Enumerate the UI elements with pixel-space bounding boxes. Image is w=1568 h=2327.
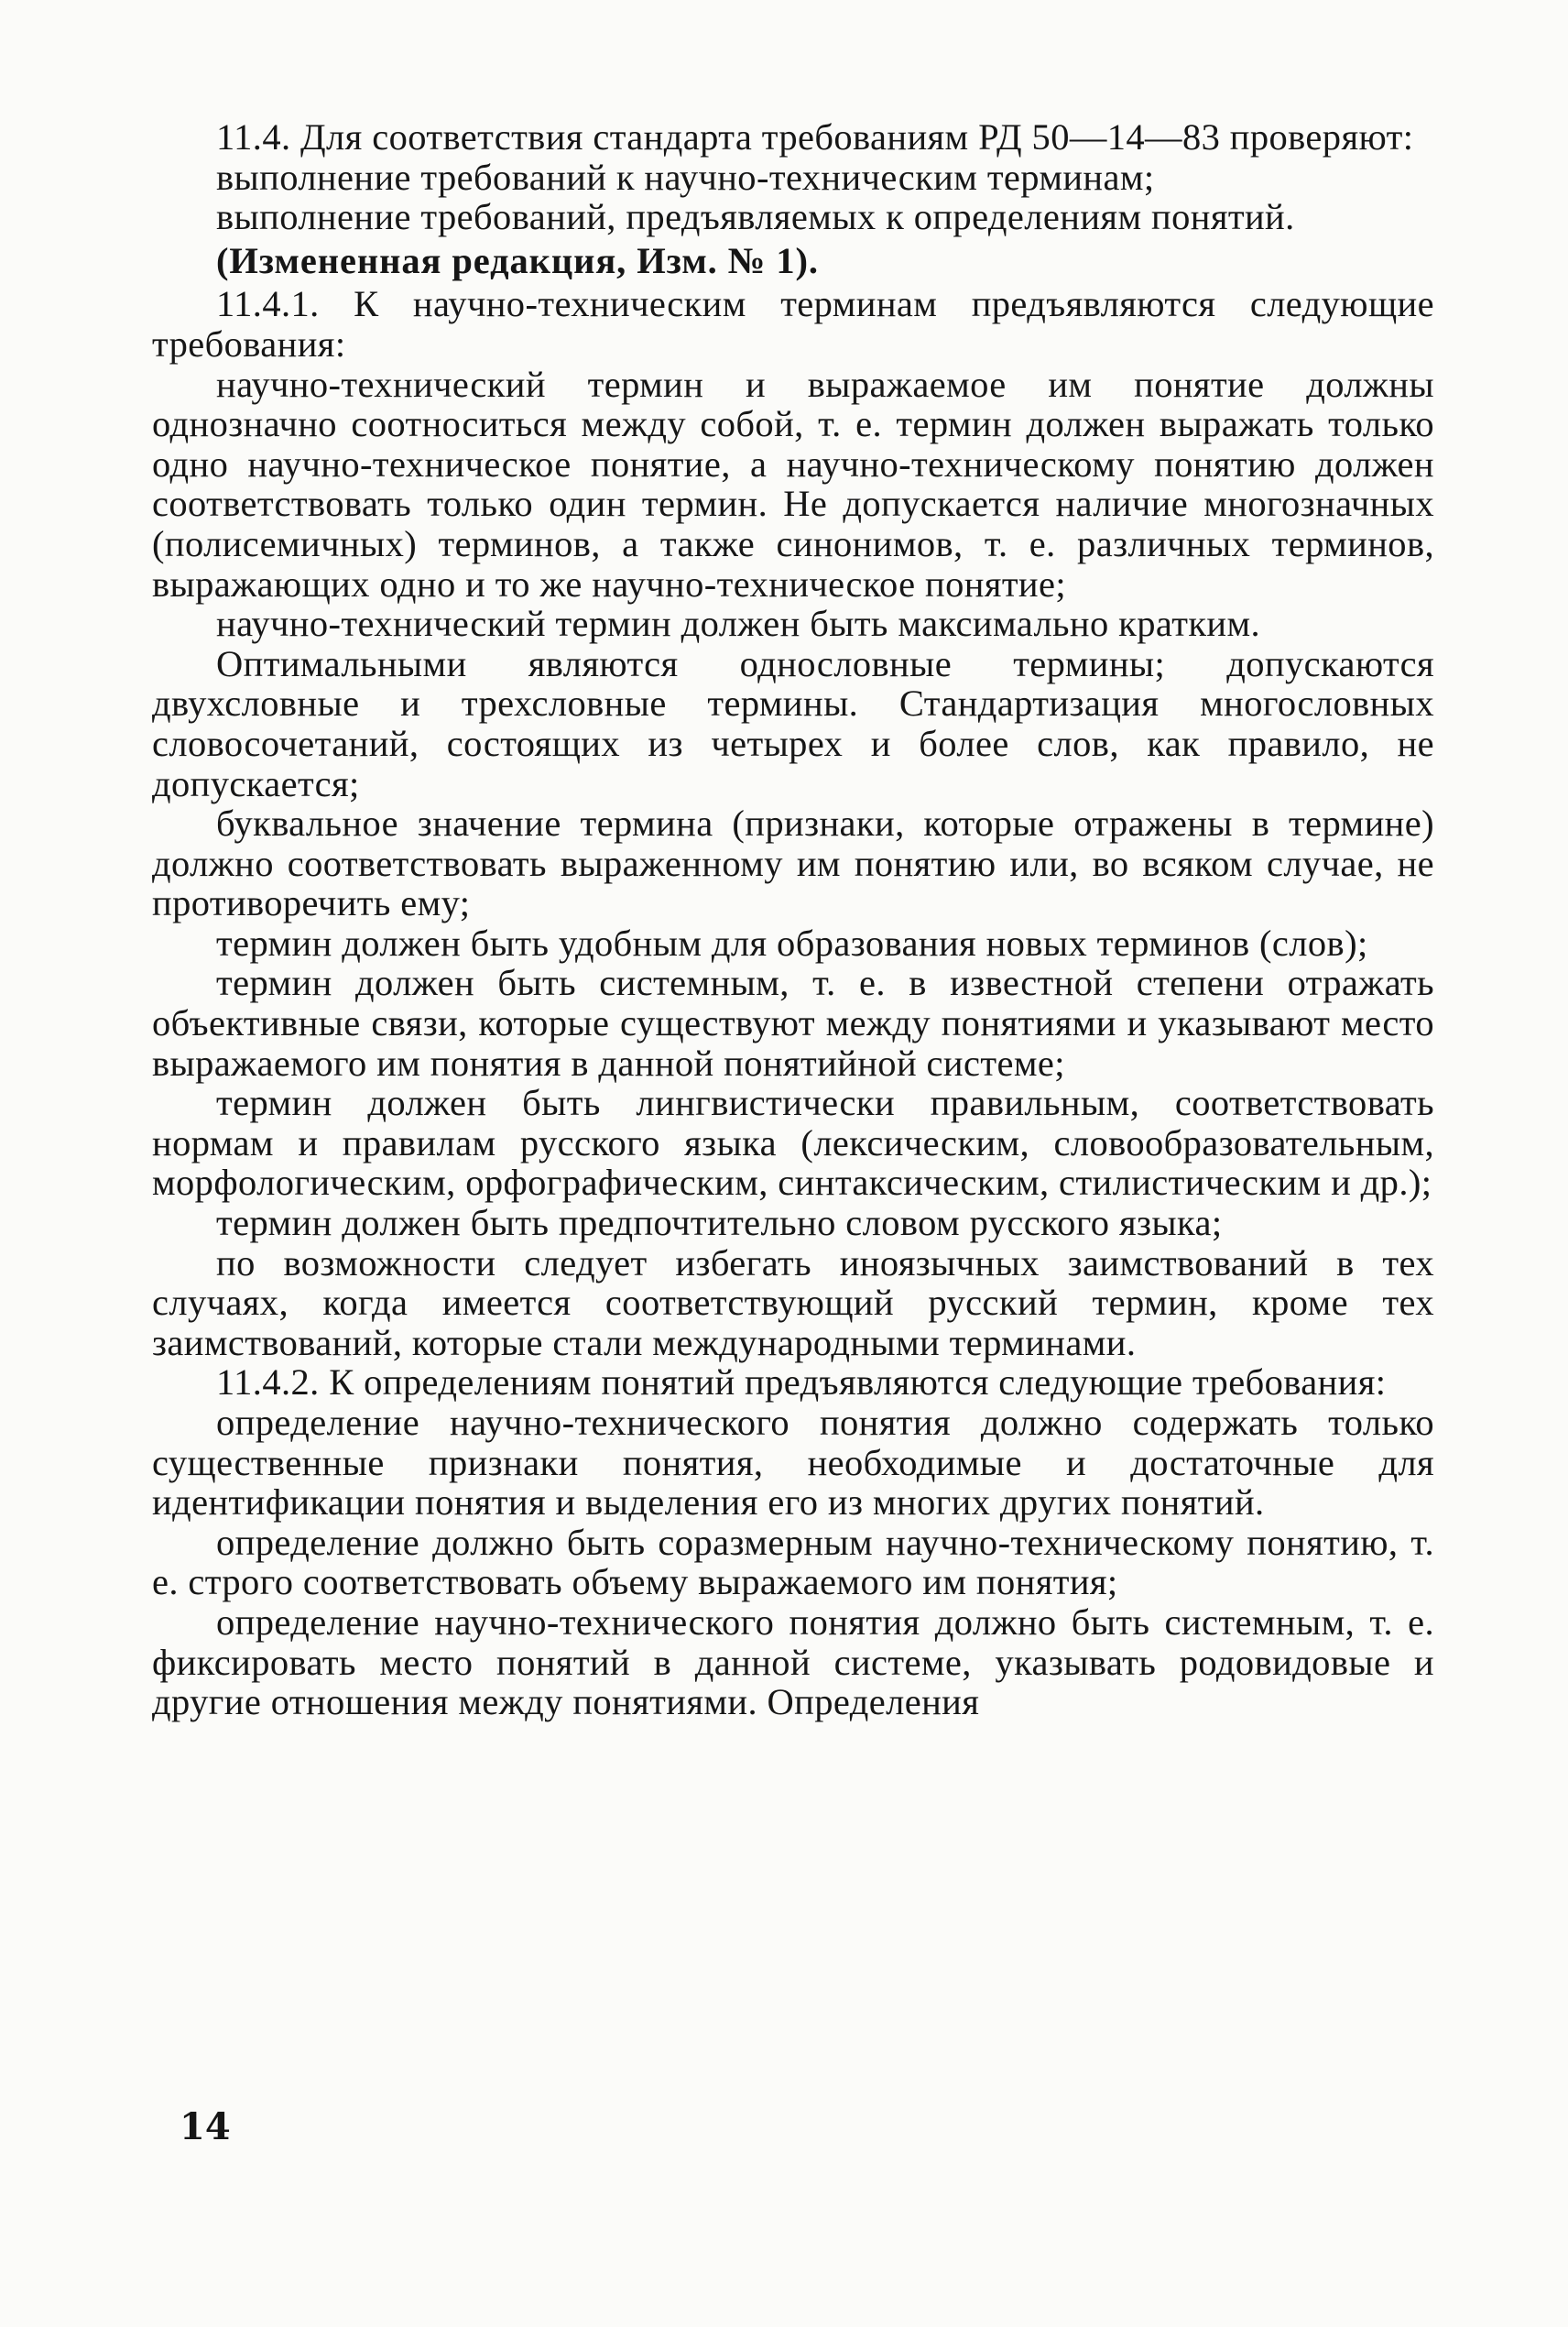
paragraph: определение научно-технического понятия должно содержать только существенные признаки понятия, необходимые и достаточные для идентификации понятия и выделения его из многих других понятий. xyxy=(152,1402,1434,1524)
paragraph: выполнение требований к научно-техническим терминам; xyxy=(216,156,1155,198)
paragraph: Оптимальными являются однословные термины; допускаются двухсловные и трехсловные термины. Стандартизация многословных словосочетаний, состоящих из четырех и более слов, как правило, не допускается; xyxy=(152,642,1434,804)
section-heading-paragraph: 11.4.2. К определениям понятий предъявляются следующие требования: xyxy=(216,1361,1387,1404)
page-number: 14 xyxy=(180,2105,231,2148)
paragraph: 11.4. Для соответствия стандарта требованиям РД 50—14—83 проверяют: xyxy=(216,116,1414,158)
paragraph: научно-технический термин и выражаемое им понятие должны однозначно соотноситься между собой, т. е. термин должен выражать только одно научно-техническое понятие, а научно-техническому понятию должен соответствовать только один термин. Не допускается наличие многозначных (полисемичных) терминов, а также синонимов, т. е. различных терминов, выражающих одно и то же научно-техническое понятие; xyxy=(152,363,1434,605)
paragraph: научно-технический термин должен быть максимально кратким. xyxy=(216,603,1261,645)
paragraph: по возможности следует избегать иноязычных заимствований в тех случаях, когда имеется соответствующий русский термин, кроме тех заимствований, которые стали международными терминами. xyxy=(152,1241,1434,1363)
paragraph: определение научно-технического понятия должно быть системным, т. е. фиксировать место понятий в данной системе, указывать родовидовые и другие отношения между понятиями. Определения xyxy=(152,1600,1434,1723)
paragraph: термин должен быть лингвистически правильным, соответствовать нормам и правилам русского языка (лексическим, словообразовательным, морфологическим, орфографическим, синтаксическим, стилистическим и др.); xyxy=(152,1082,1434,1204)
section-heading-paragraph: 11.4.1. К научно-техническим терминам предъявляются следующие требования: xyxy=(152,283,1434,365)
paragraph: определение должно быть соразмерным научно-техническому понятию, т. е. строго соответствовать объему выражаемого им понятия; xyxy=(152,1521,1434,1603)
body-text xyxy=(152,117,1434,1722)
paragraph: термин должен быть предпочтительно словом русского языка; xyxy=(216,1202,1223,1244)
paragraph: буквальное значение термина (признаки, которые отражены в термине) должно соответствовать выраженному им понятию или, во всяком случае, не противоречить ему; xyxy=(152,803,1434,924)
paragraph: термин должен быть удобным для образования новых терминов (слов); xyxy=(216,922,1368,964)
amendment-note: (Измененная редакция, Изм. № 1). xyxy=(216,239,819,281)
paragraph: выполнение требований, предъявляемых к определениям понятий. xyxy=(216,196,1295,238)
paragraph: термин должен быть системным, т. е. в известной степени отражать объективные связи, которые существуют между понятиями и указывают место выражаемого им понятия в данной понятийной системе; xyxy=(152,962,1434,1084)
